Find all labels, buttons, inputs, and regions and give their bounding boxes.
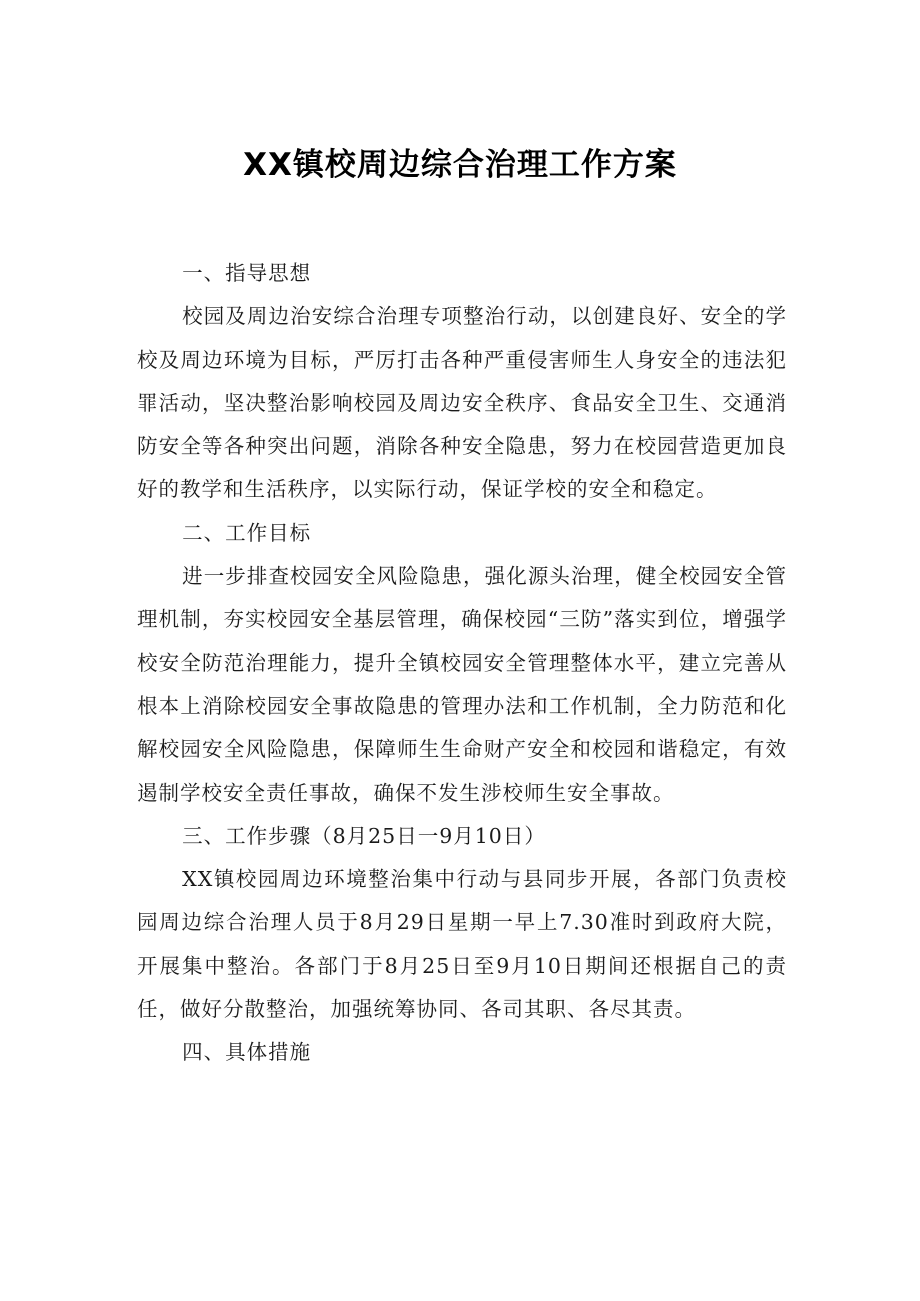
section-paragraph-guiding-ideology: 校园及周边治安综合治理专项整治行动，以创建良好、安全的学校及周边环境为目标，严厉打击各种严重侵害师生人身安全的违法犯罪活动，坚决整治影响校园及周边安全秩序、食品安全卫生、交通消防安全等各种突出问题，消除各种安全隐患，努力在校园营造更加良好的教学和生活秩序，以实际行动，保证学校的安全和稳定。	[137, 304, 787, 502]
document-title: XX镇校周边综合治理工作方案	[243, 147, 677, 183]
section-heading-guiding-ideology: 一、指导思想	[182, 261, 312, 285]
document-body	[137, 252, 787, 1075]
section-heading-specific-measures: 四、具体措施	[182, 1040, 312, 1065]
section-heading-work-steps: 三、工作步骤（8月25日一9月10日）	[182, 823, 546, 848]
section-paragraph-work-steps: XX镇校园周边环境整治集中行动与县同步开展，各部门负责校园周边综合治理人员于8月29日星期一早上7.30准时到政府大院，开展集中整治。各部门于8月25日至9月10日期间还根据自己的责任，做好分散整治，加强统筹协同、各司其职、各尽其责。	[137, 867, 787, 1022]
section-paragraph-work-objectives: 进一步排查校园安全风险隐患，强化源头治理，健全校园安全管理机制，夯实校园安全基层管理，确保校园“三防”落实到位，增强学校安全防范治理能力，提升全镇校园安全管理整体水平，建立完善从根本上消除校园安全事故隐患的管理办法和工作机制，全力防范和化解校园安全风险隐患，保障师生生命财产安全和校园和谐稳定，有效遏制学校安全责任事故，确保不发生涉校师生安全事故。	[137, 564, 787, 805]
section-heading-work-objectives: 二、工作目标	[182, 520, 312, 545]
